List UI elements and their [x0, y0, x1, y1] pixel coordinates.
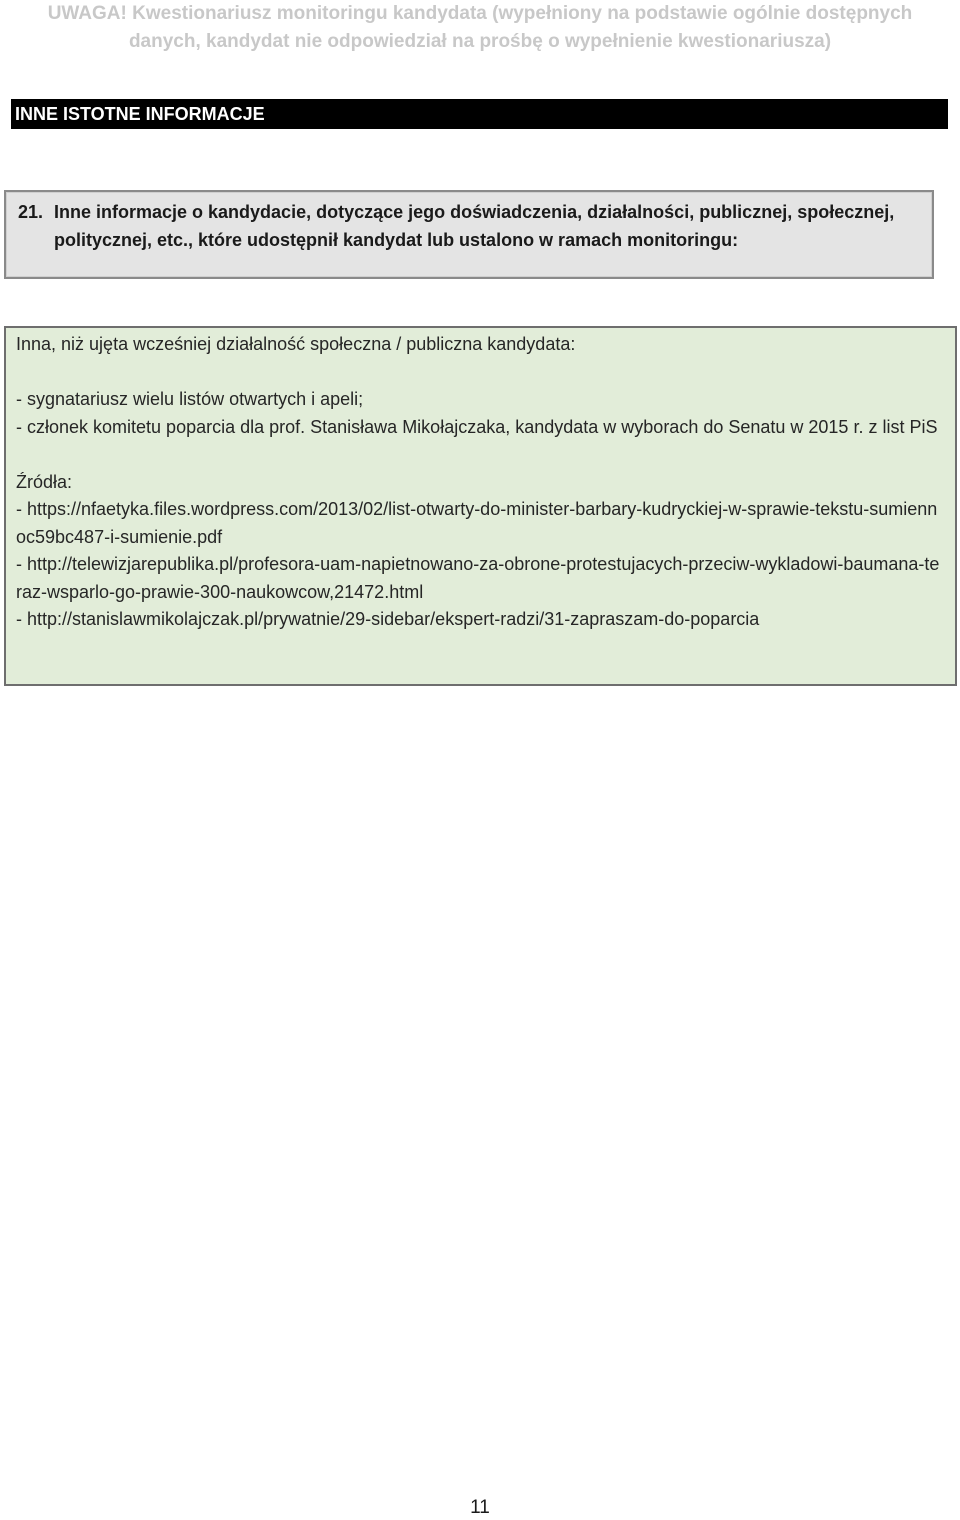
section-header: INNE ISTOTNE INFORMACJE: [11, 99, 948, 129]
warning-line-2: danych, kandydat nie odpowiedział na prośbę o wypełnienie kwestionariusza): [128, 31, 832, 52]
warning-line-1: UWAGA! Kwestionariusz monitoringu kandydata (wypełniony na podstawie ogólnie dostępnych: [47, 3, 913, 24]
source-link[interactable]: - http://telewizjarepublika.pl/profesora-uam-napietnowano-za-obrone-protestujacych-przeciw-wykladowi-baumana-teraz-wsparlo-go-prawie-300-naukowcow,21472.html: [16, 554, 940, 602]
source-link[interactable]: - https://nfaetyka.files.wordpress.com/2013/02/list-otwarty-do-minister-barbary-kudryckiej-w-sprawie-tekstu-sumiennoc59bc487-i-sumienie.pdf: [16, 499, 938, 547]
sources-label: Źródła:: [16, 471, 73, 492]
page-number: 11: [470, 1497, 490, 1518]
question-box: [4, 190, 934, 279]
answer-item: - sygnatariusz wielu listów otwartych i apeli;: [16, 389, 364, 409]
source-link[interactable]: - http://stanislawmikolajczak.pl/prywatnie/29-sidebar/ekspert-radzi/31-zapraszam-do-poparcia: [16, 609, 760, 629]
answer-item: - członek komitetu poparcia dla prof. Stanisława Mikołajczaka, kandydata w wyborach do Senatu w 2015 r. z list PiS: [16, 416, 938, 437]
answer-intro: Inna, niż ujęta wcześniej działalność społeczna / publiczna kandydata:: [16, 334, 576, 354]
warning-notice: [0, 0, 960, 56]
question-text: Inne informacje o kandydacie, dotyczące jego doświadczenia, działalności, publicznej, społecznej, politycznej, etc., które udostępnił kandydat lub ustalono w ramach monitoringu:: [54, 202, 895, 250]
spacer: [16, 359, 945, 387]
spacer: [16, 441, 945, 469]
question-number: 21.: [18, 202, 44, 222]
answer-box: [4, 326, 957, 686]
